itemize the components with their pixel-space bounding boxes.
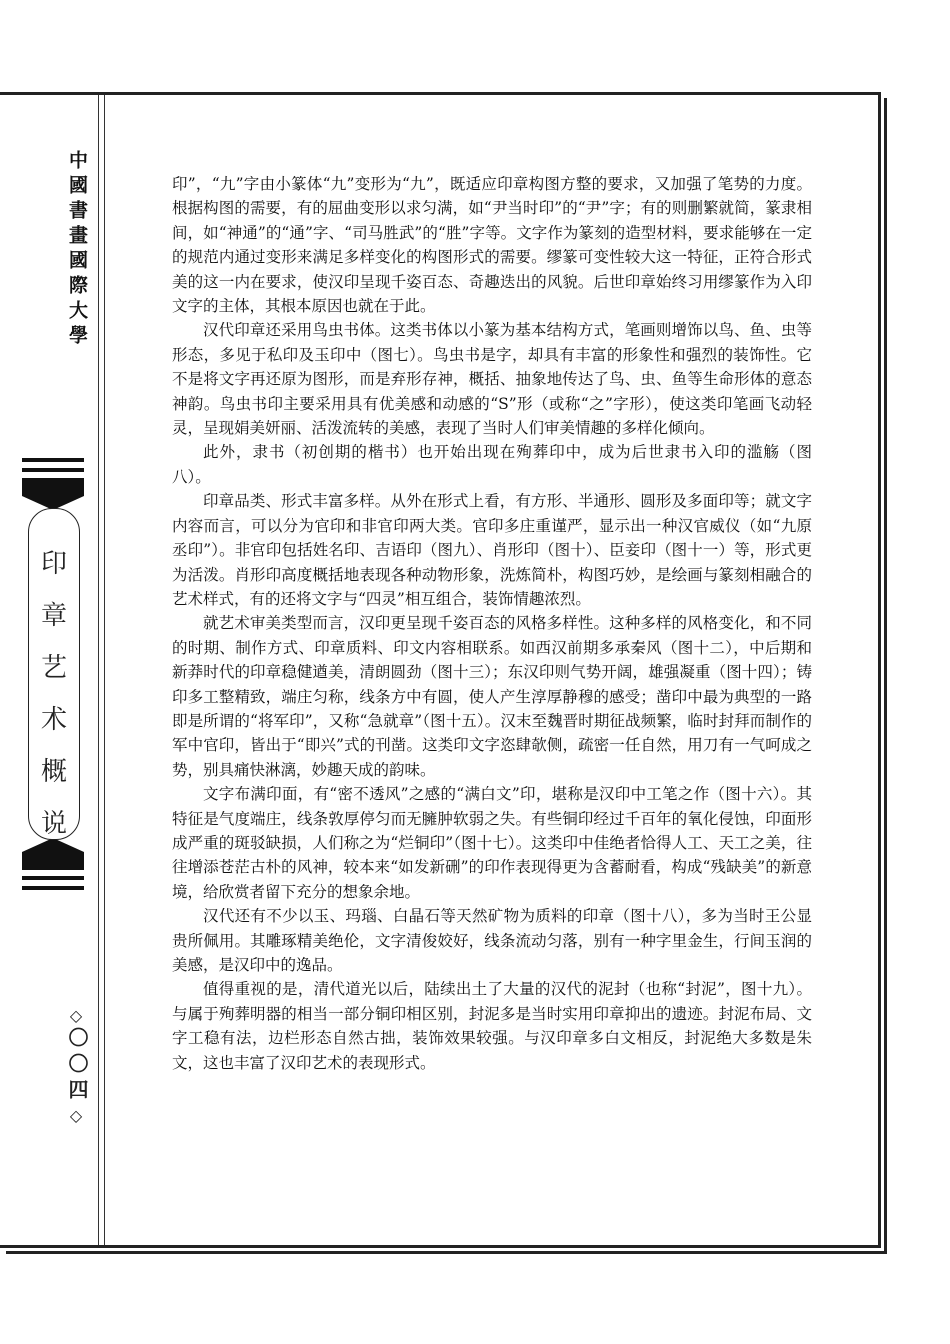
sidebar-university-name: 中國書畫國際大學 [66,150,88,350]
page-number [62,1005,90,1127]
paragraph: 值得重视的是，清代道光以后，陆续出土了大量的汉代的泥封（也称“封泥”，图十九）。与属于殉葬明器的相当一部分铜印相区别，封泥多是当时实用印章抑出的遗迹。封泥布局、文字工稳有法，边栏形态自然古拙，装饰效果较强。与汉印章多白文相反，封泥绝大多数是朱文，这也丰富了汉印艺术的表现形式。 [172,980,812,1072]
paragraph: 文字布满印面，有“密不透风”之感的“满白文”印，堪称是汉印中工笔之作（图十六）。其特征是气度端庄，线条敦厚停匀而无臃肿软弱之失。有些铜印经过千百年的氧化侵蚀，印面形成严重的斑驳缺损，人们称之为“烂铜印”（图十七）。这类印中佳绝者恰得人工、天工之美，往往增添苍茫古朴的风神，较本来“如发新硎”的印作表现得更为含蓄耐看，构成“残缺美”的新意境，给欣赏者留下充分的想象余地。 [172,785,812,901]
sidebar-rule [98,95,99,1245]
diamond-icon: ◇ [69,1106,83,1125]
book-title: 印章艺术概说 [40,549,67,839]
paragraph: 汉代还有不少以玉、玛瑙、白晶石等天然矿物为质料的印章（图十八），多为当时王公显贵所佩用。其雕琢精美绝伦，文字清俊姣好，线条流动匀落，别有一种字里金生，行间玉润的美感，是汉印中的逸品。 [172,907,812,974]
book-title-cartouche [22,458,84,890]
paragraph: 此外，隶书（初创期的楷书）也开始出现在殉葬印中，成为后世隶书入印的滥觞（图八）。 [172,443,812,486]
paragraph: 印章品类、形式丰富多样。从外在形式上看，有方形、半通形、圆形及多面印等；就文字内容而言，可以分为官印和非官印两大类。官印多庄重谨严，显示出一种汉官威仪（如“九原丞印”）。非官印包括姓名印、吉语印（图九）、肖形印（图十）、臣妾印（图十一）等，形式更为活泼。肖形印高度概括地表现各种动物形象，洗炼简朴，构图巧妙，是绘画与篆刻相融合的艺术样式，有的还将文字与“四灵”相互组合，装饰情趣浓烈。 [172,492,812,608]
sidebar-rule [104,95,105,1245]
page-number-text: 〇〇四 [65,1027,89,1105]
paragraph: 印”，“九”字由小篆体“九”变形为“九”，既适应印章构图方整的要求，又加强了笔势的力度。根据构图的需要，有的屈曲变形以求匀满，如“尹当时印”的“尹”字；有的则删繁就简，篆隶相间，如“神通”的“通”字、“司马胜武”的“胜”字等。文字作为篆刻的造型材料，要求能够在一定的规范内通过变形来满足多样变化的构图形式的需要。缪篆可变性较大这一特征，正符合形式美的这一内在要求，使汉印呈现千姿百态、奇趣迭出的风貌。后世印章始终习用缪篆作为入印文字的主体，其根本原因也就在于此。 [172,175,812,316]
main-text [172,172,812,1075]
diamond-icon: ◇ [69,1006,83,1025]
paragraph: 就艺术审美类型而言，汉印更呈现千姿百态的风格多样性。这种多样的风格变化，和不同的时期、制作方式、印章质料、印文内容相联系。如西汉前期多承秦风（图十二），中后期和新莽时代的印章稳健遒美，清朗圆劲（图十三）；东汉印则气势开阔，雄强凝重（图十四）；铸印多工整精致，端庄匀称，线条方中有圆，使人产生淳厚静穆的感受；凿印中最为典型的一路即是所谓的“将军印”，又称“急就章”（图十五）。汉末至魏晋时期征战频繁，临时封拜而制作的军中官印，皆出于“即兴”式的刊凿。这类印文字恣肆欹侧，疏密一任自然，用刀有一气呵成之势，别具痛快淋漓，妙趣天成的韵味。 [172,614,812,779]
paragraph: 汉代印章还采用鸟虫书体。这类书体以小篆为基本结构方式，笔画则增饰以鸟、鱼、虫等形态，多见于私印及玉印中（图七）。鸟虫书是字，却具有丰富的形象性和强烈的装饰性。它不是将文字再还原为图形，而是弃形存神，概括、抽象地传达了鸟、虫、鱼等生命形体的意态神韵。鸟虫书印主要采用具有优美感和动感的“S”形（或称“之”字形），使这类印笔画飞动轻灵，呈现娟美妍丽、活泼流转的美感，表现了当时人们审美情趣的多样化倾向。 [172,321,812,438]
